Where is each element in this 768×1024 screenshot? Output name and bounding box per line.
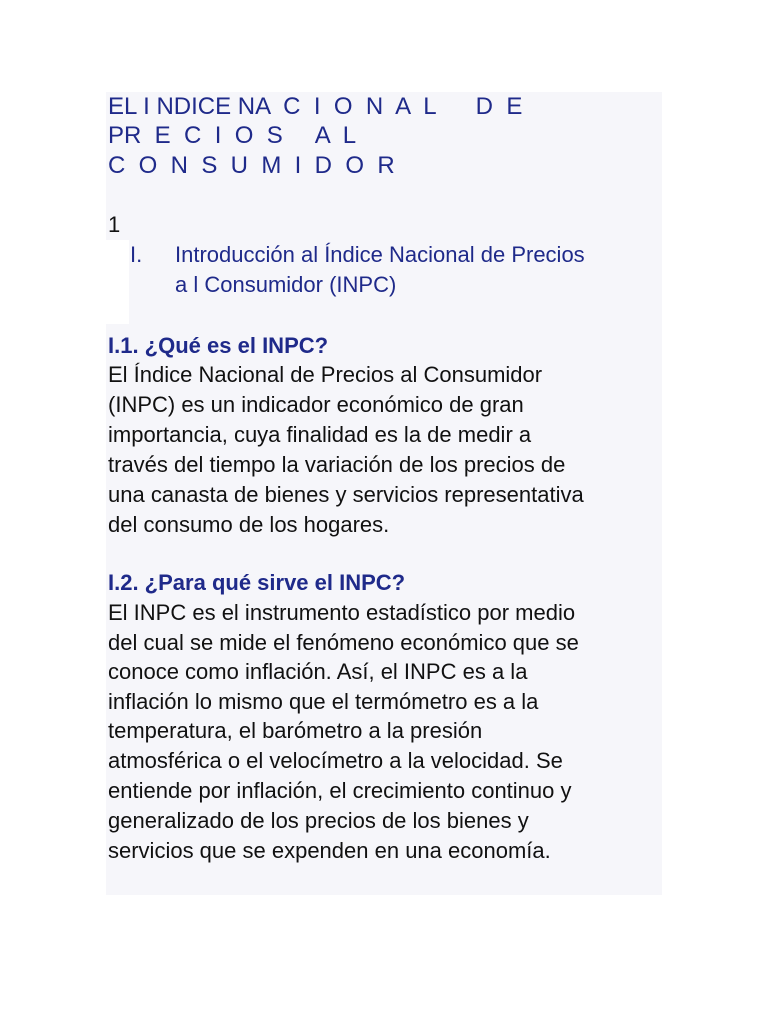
section-1-line: una canasta de bienes y servicios representativa bbox=[108, 482, 584, 507]
document-title-line-2: PR E C I O S A L bbox=[108, 122, 357, 149]
section-1-line: través del tiempo la variación de los precios de bbox=[108, 452, 566, 477]
document-title-line-3: C O N S U M I D O R bbox=[108, 152, 395, 179]
section-2-line: temperatura, el barómetro a la presión bbox=[108, 718, 483, 743]
section-heading-what-for-inpc: I.2. ¿Para qué sirve el INPC? bbox=[108, 570, 406, 595]
section-1-line: importancia, cuya finalidad es la de medir a bbox=[108, 422, 532, 447]
section-2-line: conoce como inflación. Así, el INPC es a la bbox=[108, 659, 528, 684]
toc-entry-number: I. bbox=[130, 242, 143, 267]
section-2-line: del cual se mide el fenómeno económico que se bbox=[108, 630, 579, 655]
section-2-line: servicios que se expenden en una economía. bbox=[108, 838, 551, 863]
section-2-line: entiende por inflación, el crecimiento continuo y bbox=[108, 778, 572, 803]
section-2-line: generalizado de los precios de los bienes y bbox=[108, 808, 529, 833]
margin-notch bbox=[106, 240, 129, 324]
section-1-line: (INPC) es un indicador económico de gran bbox=[108, 392, 524, 417]
section-2-line: atmosférica o el velocímetro a la velocidad. Se bbox=[108, 748, 563, 773]
document-title-line-1: EL I NDICE NA C I O N A L D E bbox=[108, 93, 523, 120]
toc-entry-line-1: Introducción al Índice Nacional de Precios bbox=[175, 242, 585, 267]
toc-entry-line-2: a l Consumidor (INPC) bbox=[175, 272, 397, 297]
section-2-line: inflación lo mismo que el termómetro es a la bbox=[108, 689, 539, 714]
section-heading-what-is-inpc: I.1. ¿Qué es el INPC? bbox=[108, 333, 329, 358]
page-number: 1 bbox=[108, 212, 121, 237]
section-1-line: del consumo de los hogares. bbox=[108, 512, 390, 537]
section-2-line: El INPC es el instrumento estadístico por medio bbox=[108, 600, 576, 625]
section-1-line: El Índice Nacional de Precios al Consumidor bbox=[108, 362, 543, 387]
